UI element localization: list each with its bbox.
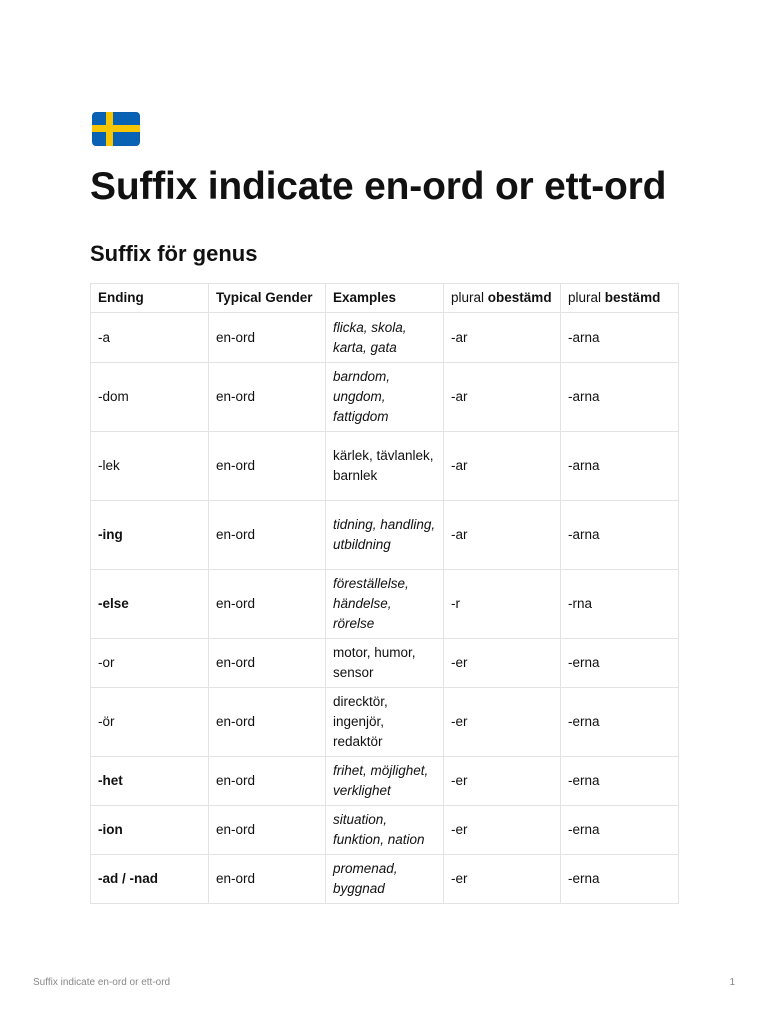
cell-plural-bestamd: -arna [561, 313, 679, 363]
suffix-gender-table-wrapper [90, 283, 678, 904]
cell-ending: -het [91, 757, 209, 806]
cell-plural-obestamd: -er [444, 757, 561, 806]
cell-gender: en-ord [209, 363, 326, 432]
cell-plural-bestamd: -arna [561, 432, 679, 501]
table-row [91, 501, 679, 570]
cell-ending: -else [91, 570, 209, 639]
cell-ending: -ing [91, 501, 209, 570]
table-row [91, 313, 679, 363]
cell-plural-obestamd: -ar [444, 313, 561, 363]
cell-plural-obestamd: -r [444, 570, 561, 639]
swedish-flag-icon [92, 112, 140, 146]
cell-ending: -ad / -nad [91, 855, 209, 904]
cell-plural-bestamd: -rna [561, 570, 679, 639]
cell-plural-obestamd: -ar [444, 501, 561, 570]
cell-ending: -or [91, 639, 209, 688]
cell-plural-obestamd: -er [444, 806, 561, 855]
cell-plural-obestamd: -er [444, 855, 561, 904]
cell-plural-obestamd: -er [444, 639, 561, 688]
cell-examples: promenad, byggnad [326, 855, 444, 904]
cell-examples: flicka, skola, karta, gata [326, 313, 444, 363]
cell-gender: en-ord [209, 432, 326, 501]
cell-gender: en-ord [209, 688, 326, 757]
cell-plural-bestamd: -arna [561, 501, 679, 570]
obestamd-label: obestämd [487, 290, 552, 305]
table-row [91, 688, 679, 757]
cell-ending: -dom [91, 363, 209, 432]
cell-examples: kärlek, tävlanlek, barnlek [326, 432, 444, 501]
cell-examples: föreställelse, händelse, rörelse [326, 570, 444, 639]
footer-document-title: Suffix indicate en-ord or ett-ord [33, 977, 171, 988]
table-row [91, 432, 679, 501]
cell-plural-bestamd: -arna [561, 363, 679, 432]
table-row [91, 639, 679, 688]
cell-examples: tidning, handling, utbildning [326, 501, 444, 570]
cell-gender: en-ord [209, 639, 326, 688]
suffix-gender-table [90, 283, 679, 904]
cell-examples: barndom, ungdom, fattigdom [326, 363, 444, 432]
table-row [91, 806, 679, 855]
column-header-ending: Ending [91, 284, 209, 313]
cell-examples: situation, funktion, nation [326, 806, 444, 855]
cell-examples: direcktör, ingenjör, redaktör [326, 688, 444, 757]
section-heading: Suffix för genus [90, 241, 258, 266]
cell-plural-bestamd: -erna [561, 639, 679, 688]
cell-plural-bestamd: -erna [561, 688, 679, 757]
column-header-examples: Examples [326, 284, 444, 313]
cell-examples: motor, humor, sensor [326, 639, 444, 688]
cell-gender: en-ord [209, 757, 326, 806]
cell-ending: -ör [91, 688, 209, 757]
cell-plural-bestamd: -erna [561, 806, 679, 855]
cell-plural-obestamd: -ar [444, 432, 561, 501]
page-title: Suffix indicate en-ord or ett-ord [90, 165, 667, 208]
footer-page-number: 1 [729, 977, 735, 988]
cell-plural-obestamd: -ar [444, 363, 561, 432]
cell-plural-obestamd: -er [444, 688, 561, 757]
cell-gender: en-ord [209, 855, 326, 904]
table-row [91, 757, 679, 806]
bestamd-label: bestämd [604, 290, 661, 305]
cell-gender: en-ord [209, 501, 326, 570]
cell-ending: -a [91, 313, 209, 363]
plural-label: plural [568, 290, 602, 305]
column-header-plural-bestamd [561, 284, 679, 313]
cell-gender: en-ord [209, 570, 326, 639]
flag-cross-horizontal [92, 125, 140, 132]
cell-ending: -lek [91, 432, 209, 501]
table-row [91, 855, 679, 904]
table-row [91, 363, 679, 432]
column-header-plural-obestamd [444, 284, 561, 313]
table-header-row [91, 284, 679, 313]
column-header-typical-gender: Typical Gender [209, 284, 326, 313]
cell-plural-bestamd: -erna [561, 757, 679, 806]
cell-ending: -ion [91, 806, 209, 855]
cell-gender: en-ord [209, 806, 326, 855]
cell-gender: en-ord [209, 313, 326, 363]
plural-label: plural [451, 290, 485, 305]
table-row [91, 570, 679, 639]
cell-plural-bestamd: -erna [561, 855, 679, 904]
cell-examples: frihet, möjlighet, verklighet [326, 757, 444, 806]
